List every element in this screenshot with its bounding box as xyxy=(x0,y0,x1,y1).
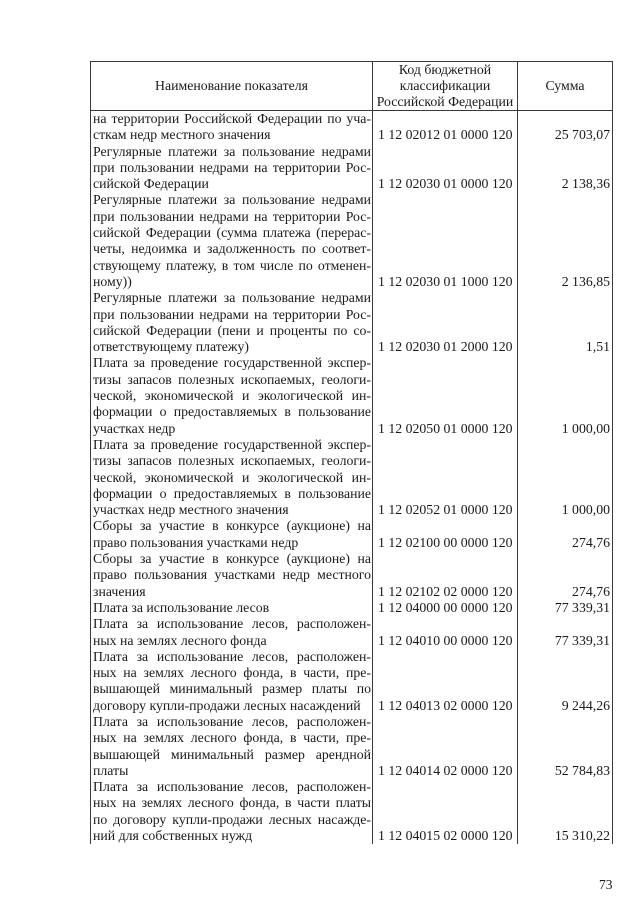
budget-code: 1 12 02050 01 0000 120 xyxy=(378,420,513,436)
budget-code: 1 12 04014 02 0000 120 xyxy=(378,762,513,778)
header-code-line: Код бюджетной xyxy=(398,62,492,77)
budget-code-cell xyxy=(372,290,517,355)
indicator-name-line: участках недр xyxy=(93,420,176,436)
indicator-name-line: вышающей минимальный размер арендной xyxy=(93,746,371,762)
header-code-line: Российской Федерации xyxy=(376,94,514,109)
indicator-name-line: четы, недоимка и задолженность по соответ- xyxy=(93,241,371,257)
amount: 274,76 xyxy=(572,534,610,550)
amount-cell xyxy=(517,551,613,600)
header-sum-label: Сумма xyxy=(545,78,585,93)
budget-code: 1 12 02030 01 2000 120 xyxy=(378,339,513,355)
header-code-line: классификации xyxy=(399,78,491,93)
budget-table xyxy=(90,61,613,844)
indicator-name-line: при пользовании недрами на территории Рос- xyxy=(93,159,371,175)
amount-cell xyxy=(517,518,613,551)
indicator-name-cell xyxy=(90,192,372,290)
budget-code-cell xyxy=(372,111,517,144)
indicator-name-line: ческой, экономической и экологической ин- xyxy=(93,469,371,485)
indicator-name-line: Регулярные платежи за пользование недрами xyxy=(93,290,371,306)
budget-code-cell xyxy=(372,144,517,193)
amount: 9 244,26 xyxy=(561,697,610,713)
indicator-name-line: право пользования участками недр местного xyxy=(93,567,371,583)
indicator-name-line: Сборы за участие в конкурсе (аукционе) на xyxy=(93,518,371,534)
budget-code-cell xyxy=(372,551,517,600)
budget-code-cell xyxy=(372,437,517,518)
amount: 2 136,85 xyxy=(561,273,610,289)
table-header xyxy=(90,61,613,111)
amount-cell xyxy=(517,600,613,616)
indicator-name-cell xyxy=(90,290,372,355)
indicator-name-line: Плата за использование лесов, расположен- xyxy=(93,616,371,632)
amount: 1 000,00 xyxy=(561,502,610,518)
indicator-name-line: Плата за использование лесов, расположен- xyxy=(93,779,371,795)
budget-code: 1 12 04000 00 0000 120 xyxy=(378,599,513,615)
budget-code: 1 12 02030 01 1000 120 xyxy=(378,273,513,289)
indicator-name-cell xyxy=(90,518,372,551)
amount-cell xyxy=(517,144,613,193)
amount: 52 784,83 xyxy=(554,762,610,778)
amount-cell xyxy=(517,192,613,290)
table-row xyxy=(90,290,613,355)
amount-cell xyxy=(517,111,613,144)
table-row xyxy=(90,111,613,144)
indicator-name-line: при пользовании недрами на территории Рос- xyxy=(93,306,371,322)
indicator-name-cell xyxy=(90,355,372,436)
indicator-name-line: платы xyxy=(93,762,129,778)
table-row xyxy=(90,518,613,551)
indicator-name-line: ному)) xyxy=(93,273,132,289)
indicator-name-line: Регулярные платежи за пользование недрами xyxy=(93,143,371,159)
table-row xyxy=(90,714,613,779)
indicator-name-cell xyxy=(90,649,372,714)
table-row xyxy=(90,551,613,600)
budget-code: 1 12 02052 01 0000 120 xyxy=(378,502,513,518)
budget-code: 1 12 02102 02 0000 120 xyxy=(378,583,513,599)
indicator-name-line: ных на землях лесного фонда, в части платы xyxy=(93,795,371,811)
indicator-name-line: формации о предоставляемых в пользование xyxy=(93,404,371,420)
indicator-name-line: формации о предоставляемых в пользование xyxy=(93,485,371,501)
indicator-name-line: при пользовании недрами на территории Рос- xyxy=(93,208,371,224)
indicator-name-cell xyxy=(90,616,372,649)
indicator-name-cell xyxy=(90,779,372,844)
table-row xyxy=(90,616,613,649)
indicator-name-line: сийской Федерации xyxy=(93,176,209,192)
indicator-name-line: Плата за использование лесов xyxy=(93,599,270,615)
indicator-name-line: ных на землях лесного фонда, в части, пре- xyxy=(93,665,371,681)
indicator-name-line: тизы запасов полезных ископаемых, геологи- xyxy=(93,371,371,387)
amount: 15 310,22 xyxy=(554,828,610,844)
indicator-name-line: ний для собственных нужд xyxy=(93,828,253,844)
header-sum-cell xyxy=(517,61,613,111)
amount: 274,76 xyxy=(572,583,610,599)
indicator-name-line: участках недр местного значения xyxy=(93,502,289,518)
amount-cell xyxy=(517,437,613,518)
header-name-label: Наименование показателя xyxy=(155,78,308,93)
amount: 77 339,31 xyxy=(554,632,610,648)
table-row xyxy=(90,600,613,616)
header-code-cell xyxy=(372,61,517,111)
indicator-name-line: Регулярные платежи за пользование недрами xyxy=(93,192,371,208)
table-row xyxy=(90,649,613,714)
budget-code-cell xyxy=(372,355,517,436)
amount-cell xyxy=(517,616,613,649)
indicator-name-line: Сборы за участие в конкурсе (аукционе) на xyxy=(93,551,371,567)
budget-code: 1 12 04013 02 0000 120 xyxy=(378,697,513,713)
table-row xyxy=(90,192,613,290)
budget-code: 1 12 02030 01 0000 120 xyxy=(378,176,513,192)
indicator-name-cell xyxy=(90,600,372,616)
indicator-name-line: на территории Российской Федерации по уча- xyxy=(93,111,371,126)
amount-cell xyxy=(517,714,613,779)
budget-code-cell xyxy=(372,192,517,290)
indicator-name-line: ствующему платежу, в том числе по отменен- xyxy=(93,257,371,273)
amount: 77 339,31 xyxy=(554,599,610,615)
budget-code: 1 12 02100 00 0000 120 xyxy=(378,534,513,550)
table-body xyxy=(90,111,613,844)
table-row xyxy=(90,355,613,436)
indicator-name-line: Плата за использование лесов, расположен- xyxy=(93,648,371,664)
indicator-name-line: тизы запасов полезных ископаемых, геологи- xyxy=(93,453,371,469)
indicator-name-cell xyxy=(90,551,372,600)
budget-code-cell xyxy=(372,714,517,779)
budget-code-cell xyxy=(372,616,517,649)
indicator-name-line: Плата за использование лесов, расположен- xyxy=(93,713,371,729)
budget-code-cell xyxy=(372,779,517,844)
indicator-name-cell xyxy=(90,714,372,779)
indicator-name-line: договору купли-продажи лесных насаждений xyxy=(93,697,361,713)
indicator-name-line: сийской Федерации (сумма платежа (перерас- xyxy=(93,225,371,241)
indicator-name-line: право пользования участками недр xyxy=(93,534,299,550)
indicator-name-line: Плата за проведение государственной экспер- xyxy=(93,436,371,452)
amount-cell xyxy=(517,779,613,844)
budget-code-cell xyxy=(372,518,517,551)
indicator-name-line: вышающей минимальный размер платы по xyxy=(93,681,371,697)
amount-cell xyxy=(517,649,613,714)
indicator-name-cell xyxy=(90,144,372,193)
budget-code: 1 12 02012 01 0000 120 xyxy=(378,127,513,143)
indicator-name-line: ных на землях лесного фонда, в части, пре- xyxy=(93,730,371,746)
budget-code-cell xyxy=(372,649,517,714)
budget-code: 1 12 04015 02 0000 120 xyxy=(378,828,513,844)
budget-code-cell xyxy=(372,600,517,616)
indicator-name-line: сткам недр местного значения xyxy=(93,127,271,143)
amount: 25 703,07 xyxy=(554,127,610,143)
table-row xyxy=(90,144,613,193)
indicator-name-line: по договору купли-продажи лесных насажде- xyxy=(93,811,371,827)
indicator-name-line: значения xyxy=(93,583,146,599)
page-number: 73 xyxy=(599,877,613,892)
indicator-name-line: Плата за проведение государственной экспер- xyxy=(93,355,371,371)
amount-cell xyxy=(517,355,613,436)
amount: 1,51 xyxy=(585,339,610,355)
indicator-name-line: ческой, экономической и экологической ин- xyxy=(93,388,371,404)
indicator-name-line: ответствующему платежу) xyxy=(93,339,249,355)
table-row xyxy=(90,437,613,518)
table-row xyxy=(90,779,613,844)
indicator-name-cell xyxy=(90,111,372,144)
amount-cell xyxy=(517,290,613,355)
header-name-cell xyxy=(90,61,372,111)
indicator-name-line: сийской Федерации (пени и проценты по со- xyxy=(93,322,371,338)
indicator-name-cell xyxy=(90,437,372,518)
budget-code: 1 12 04010 00 0000 120 xyxy=(378,632,513,648)
indicator-name-line: ных на землях лесного фонда xyxy=(93,632,267,648)
amount: 2 138,36 xyxy=(561,176,610,192)
amount: 1 000,00 xyxy=(561,420,610,436)
